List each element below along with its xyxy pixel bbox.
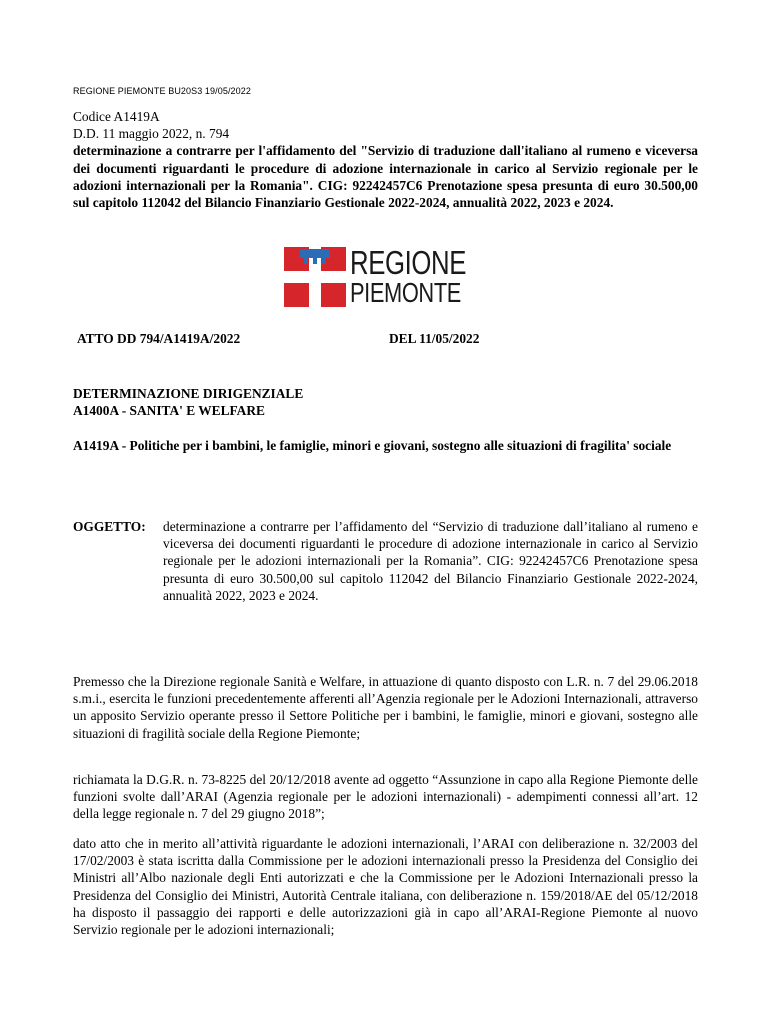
oggetto-label: OGGETTO: <box>73 519 146 534</box>
atto-date: DEL 11/05/2022 <box>389 331 480 346</box>
determinazione-block <box>73 385 698 419</box>
paragraph-richiamata: richiamata la D.G.R. n. 73-8225 del 20/12/2018 avente ad oggetto “Assunzione in capo alla Regione Piemonte delle funzioni svolte dall’ARAI (Agenzia regionale per le adozioni internazionali) - adempimenti connessi all’art. 12 della legge regionale n. 7 del 29 giugno 2018”; <box>73 772 698 822</box>
paragraph-dato-atto: dato atto che in merito all’attività riguardante le adozioni internazionali, l’ARAI con deliberazione n. 32/2003 del 17/02/2003 è stata iscritta dalla Commissione per le adozioni internazionali presso la Presidenza del Consiglio dei Ministri all’Albo nazionale degli Enti autorizzati e che la Commissione per le Adozioni Internazionali presso la Presidenza del Consiglio dei Ministri, Autorità Centrale italiana, con deliberazione n. 159/2018/AE del 05/12/2018 ha disposto il passaggio dei rapporti e delle autorizzazioni già in capo all’ARAI-Regione Piemonte al nuovo Servizio regionale per le adozioni internazionali; <box>73 836 698 938</box>
direzione-line: A1400A - SANITA' E WELFARE <box>73 403 265 419</box>
atto-number: ATTO DD 794/A1419A/2022 <box>77 331 241 346</box>
regione-piemonte-logo <box>284 244 489 308</box>
logo-emblem-icon <box>284 247 346 307</box>
logo-text-piemonte: PIEMONTE <box>350 277 461 308</box>
determinazione-title: DETERMINAZIONE DIRIGENZIALE <box>73 386 304 401</box>
settore-title: A1419A - Politiche per i bambini, le famiglie, minori e giovani, sostegno alle situazioni di fragilita' sociale <box>73 438 672 453</box>
bulletin-header: REGIONE PIEMONTE BU20S3 19/05/2022 <box>73 86 251 96</box>
dd-line: D.D. 11 maggio 2022, n. 794 <box>73 126 230 142</box>
paragraph-premesso: Premesso che la Direzione regionale Sanità e Welfare, in attuazione di quanto disposto con L.R. n. 7 del 29.06.2018 s.m.i., esercita le funzioni precedentemente afferenti all’Agenzia regionale per le Adozioni Internazionali, attraverso un apposito Servizio operante presso il Settore Politiche per i bambini, le famiglie, minori e giovani, sostegno alle situazioni di fragilità sociale della Regione Piemonte; <box>73 674 698 741</box>
oggetto-block <box>73 518 698 604</box>
logo-text-regione: REGIONE <box>350 244 466 281</box>
oggetto-text: determinazione a contrarre per l’affidamento del “Servizio di traduzione dall’italiano al rumeno e viceversa dei documenti riguardanti le procedure di adozione internazionale in carico al Servizio regionale per le adozioni internazionali per la Romania”. CIG: 92242457C6 Prenotazione spesa presunta di euro 30.500,00 sul capitolo 112042 del Bilancio Finanziario Gestionale 2022-2024, annualità 2022, 2023 e 2024. <box>163 519 698 603</box>
code-line: Codice A1419A <box>73 109 160 124</box>
intro-block <box>73 108 698 211</box>
intro-title: determinazione a contrarre per l'affidamento del "Servizio di traduzione dall'italiano al rumeno e viceversa dei documenti riguardanti le procedure di adozione internazionale in carico al Servizio regionale per le adozioni internazionali per la Romania". CIG: 92242457C6 Prenotazione spesa presunta di euro 30.500,00 sul capitolo 112042 del Bilancio Finanziario Gestionale 2022-2024, annualità 2022, 2023 e 2024. <box>73 143 698 211</box>
